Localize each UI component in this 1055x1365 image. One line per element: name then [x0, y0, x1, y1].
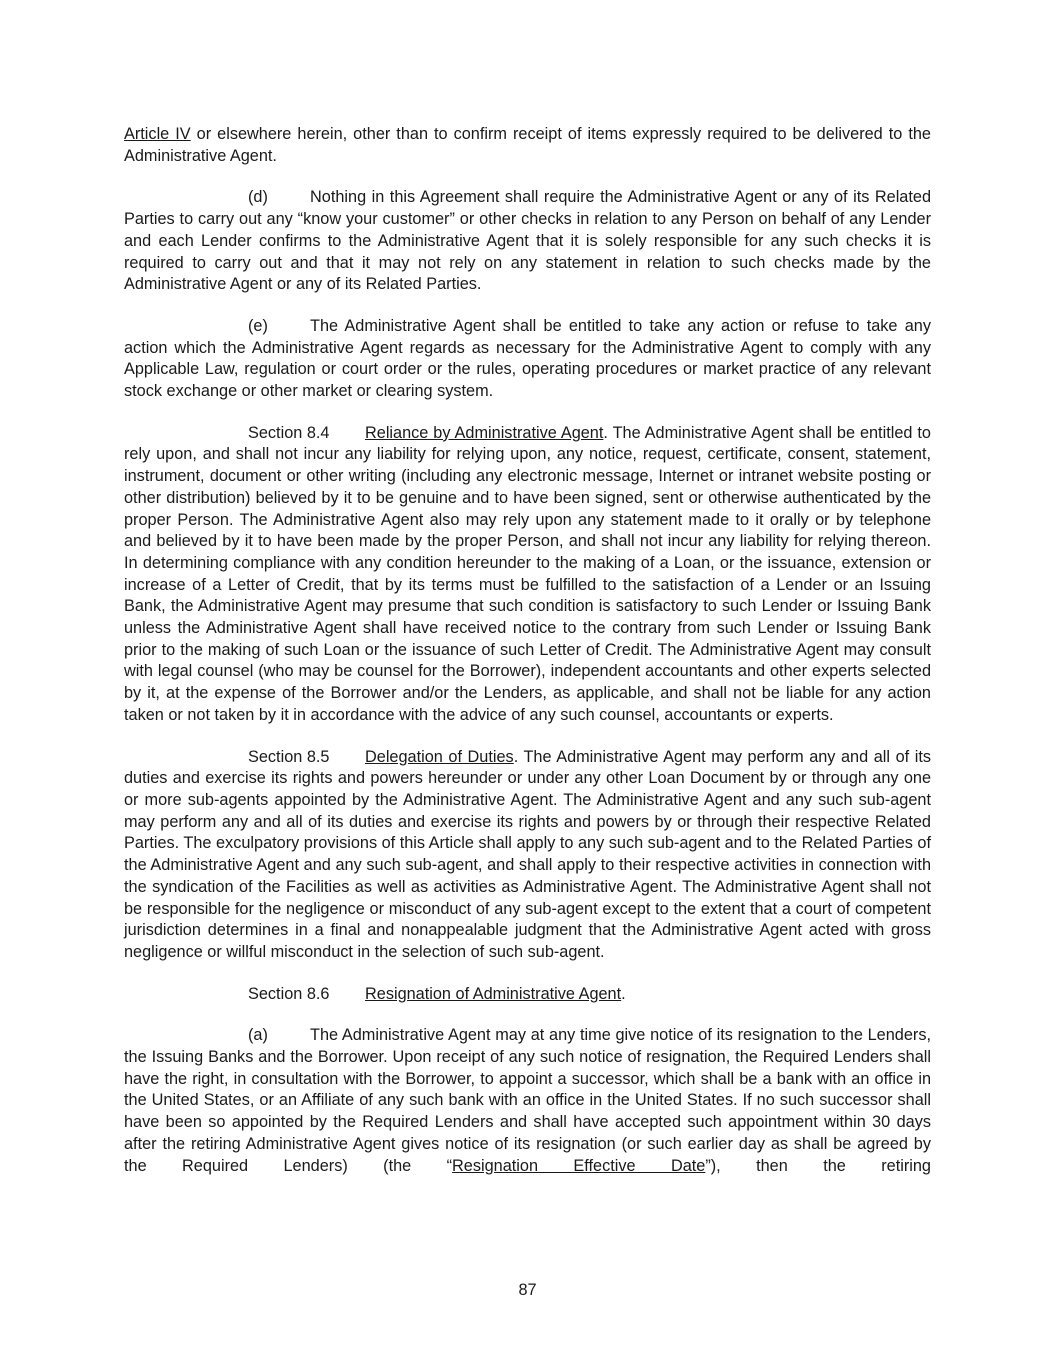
defined-term-resignation-effective-date: Resignation Effective Date — [452, 1156, 706, 1175]
paragraph-a-text-after: ”), then the retiring — [705, 1156, 931, 1175]
section-8-6-heading: Resignation of Administrative Agent — [365, 984, 622, 1003]
section-8-5-heading: Delegation of Duties — [365, 747, 514, 766]
section-8-4-text: . The Administrative Agent shall be entitled to rely upon, and shall not incur any liability for relying upon, any notice, request, certificate, consent, statement, instrument, document or other writing (including any electronic message, Internet or intranet website posting or other distribution) believed by it to be genuine and to have been signed, sent or otherwise authenticated by the proper Person. The Administrative Agent also may rely upon any statement made to it orally or by telephone and believed by it to have been made by the proper Person, and shall not incur any liability for relying thereon. In determining compliance with any condition hereunder to the making of a Loan, or the issuance, extension or increase of a Letter of Credit, that by its terms must be fulfilled to the satisfaction of a Lender or an Issuing Bank, the Administrative Agent may presume that such condition is satisfactory to such Lender or Issuing Bank unless the Administrative Agent shall have received notice to the contrary from such Lender or Issuing Bank prior to the making of such Loan or the issuance of such Letter of Credit. The Administrative Agent may consult with legal counsel (who may be counsel for the Borrower), independent accountants and other experts selected by it, at the expense of the Borrower and/or the Lenders, as applicable, and shall not be liable for any action taken or not taken by it in accordance with the advice of any such counsel, accountants or experts. — [124, 423, 931, 724]
section-8-6-tail: . — [621, 984, 626, 1003]
section-8-6 — [124, 984, 931, 1006]
paragraph-a — [124, 1025, 931, 1177]
section-8-4 — [124, 423, 931, 727]
section-8-6-number: Section 8.6 — [248, 984, 330, 1003]
section-8-5 — [124, 747, 931, 964]
paragraph-a-text: The Administrative Agent may at any time give notice of its resignation to the Lenders, the Issuing Banks and the Borrower. Upon receipt of any such notice of resignation, the Required Lenders shall have the right, in consultation with the Borrower, to appoint a successor, which shall be a bank with an office in the United States, or an Affiliate of any such bank with an office in the United States. If no such successor shall have been so appointed by the Required Lenders and shall have accepted such appointment within 30 days after the retiring Administrative Agent gives notice of its resignation (or such earlier day as shall be agreed by the Required Lenders) (the “ — [124, 1026, 931, 1175]
article-reference: Article IV — [124, 125, 191, 143]
section-8-5-number: Section 8.5 — [248, 747, 330, 766]
section-8-4-number: Section 8.4 — [248, 423, 330, 442]
paragraph-e — [124, 316, 931, 403]
paragraph-d-marker: (d) — [248, 188, 268, 207]
document-page — [124, 124, 931, 1197]
paragraph-a-marker: (a) — [248, 1026, 268, 1045]
section-8-4-heading: Reliance by Administrative Agent — [365, 423, 604, 442]
paragraph-d-text: Nothing in this Agreement shall require the Administrative Agent or any of its Related Parties to carry out any “know your customer” or other checks in relation to any Person on behalf of any Lender and each Lender confirms to the Administrative Agent that it is solely responsible for any such checks it is required to carry out and that it may not rely on any statement in relation to such checks made by the Administrative Agent or any of its Related Parties. — [124, 188, 931, 294]
paragraph-e-marker: (e) — [248, 316, 268, 335]
paragraph-e-text: The Administrative Agent shall be entitled to take any action or refuse to take any action which the Administrative Agent regards as necessary for the Administrative Agent to comply with any Applicable Law, regulation or court order or the rules, operating procedures or market practice of any relevant stock exchange or other market or clearing system. — [124, 316, 931, 401]
paragraph-d — [124, 187, 931, 296]
page-number: 87 — [518, 1281, 537, 1299]
continuation-text: or elsewhere herein, other than to confirm receipt of items expressly required to be delivered to the Administrative Agent. — [124, 125, 931, 165]
section-8-5-text: . The Administrative Agent may perform any and all of its duties and exercise its rights and powers hereunder or under any other Loan Document by or through any one or more sub-agents appointed by the Administrative Agent. The Administrative Agent and any such sub-agent may perform any and all of its duties and exercise its rights and powers by or through their respective Related Parties. The exculpatory provisions of this Article shall apply to any such sub-agent and to the Related Parties of the Administrative Agent and any such sub-agent, and shall apply to their respective activities in connection with the syndication of the Facilities as well as activities as Administrative Agent. The Administrative Agent shall not be responsible for the negligence or misconduct of any sub-agent except to the extent that a court of competent jurisdiction determines in a final and nonappealable judgment that the Administrative Agent acted with gross negligence or willful misconduct in the selection of such sub-agent. — [124, 747, 931, 961]
continuation-paragraph — [124, 124, 931, 167]
